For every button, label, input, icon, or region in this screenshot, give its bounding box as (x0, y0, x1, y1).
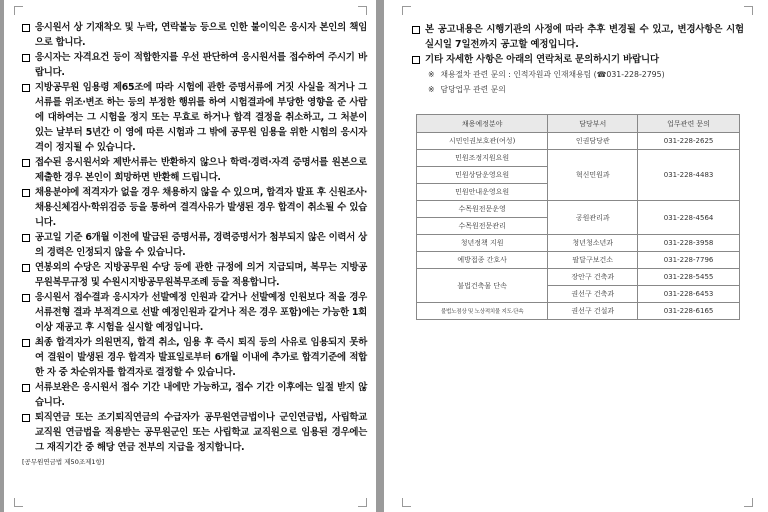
checkbox-bullet-icon (412, 56, 420, 64)
notice-item: 접수된 응시원서와 제반서류는 반환하지 않으나 학력‧경력‧자격 증명서를 원본으로 제출한 경우 본인이 희망하면 반환해 드립니다. (22, 155, 367, 185)
checkbox-bullet-icon (22, 84, 30, 92)
notice-item: 서류보완은 응시원서 접수 기간 내에만 가능하고, 접수 기간 이후에는 일절 받지 않습니다. (22, 380, 367, 410)
phone-cell: 031-228-3958 (638, 235, 740, 252)
table-row (417, 150, 740, 167)
phone-cell: 031-228-6165 (638, 303, 740, 320)
phone-cell: 031-228-2625 (638, 133, 740, 150)
notice-item: 기타 자세한 사항은 아래의 연락처로 문의하시기 바랍니다 (412, 52, 744, 67)
duty-inquiry-note: ※ 담당업무 관련 문의 (428, 85, 506, 94)
table-row (417, 269, 740, 286)
crop-mark (402, 6, 411, 15)
checkbox-bullet-icon (22, 294, 30, 302)
checkbox-bullet-icon (22, 159, 30, 167)
checkbox-bullet-icon (22, 24, 30, 32)
notice-item: 응시자는 자격요건 등이 적합한지를 우선 판단하여 응시원서를 접수하여 주시기 바랍니다. (22, 50, 367, 80)
checkbox-bullet-icon (22, 339, 30, 347)
notice-item: 응시원서 상 기재착오 및 누락, 연락불능 등으로 인한 불이익은 응시자 본인의 책임으로 합니다. (22, 20, 367, 50)
phone-cell: 031-228-6453 (638, 286, 740, 303)
document-page-right (384, 0, 768, 512)
header-phone: 업무관련 문의 (638, 115, 740, 133)
department-cell: 팔달구보건소 (548, 252, 638, 269)
crop-mark (744, 498, 753, 507)
table-row (417, 133, 740, 150)
table-row (417, 235, 740, 252)
checkbox-bullet-icon (22, 189, 30, 197)
checkbox-bullet-icon (412, 26, 420, 34)
field-cell: 청년정책 지원 (417, 235, 548, 252)
contact-table (416, 114, 740, 320)
notice-item: 지방공무원 임용령 제65조에 따라 시험에 관한 증명서류에 거짓 사실을 적거나 그 서류를 위조‧변조 하는 등의 부정한 행위를 하여 시험결과에 부당한 영향을 준 사람에 대하여는 그 시험을 정지 또는 무효로 하거나 합격 결정을 취소하고, 그 처분이 있는 날부터 5년간 이 영에 따른 시험과 그 밖에 공무원 임용을 위한 시험의 응시자격이 정지될 수 있습니다. (22, 80, 367, 155)
field-cell: 민원조정지원요원 (417, 150, 548, 167)
department-cell: 청년청소년과 (548, 235, 638, 252)
crop-mark (402, 498, 411, 507)
phone-cell: 031-228-4564 (638, 201, 740, 235)
department-cell: 장안구 건축과 (548, 269, 638, 286)
field-cell: 민원상담운영요원 (417, 167, 548, 184)
crop-mark (358, 498, 367, 507)
field-cell: 불법건축물 단속 (417, 269, 548, 303)
department-cell: 권선구 건설과 (548, 303, 638, 320)
crop-mark (14, 498, 23, 507)
legal-reference-footnote: [공무원연금법 제50조제1항] (22, 458, 105, 466)
table-header-row (417, 115, 740, 133)
notice-item: 퇴직연금 또는 조기퇴직연금의 수급자가 공무원연금법이나 군인연금법, 사립학교 교직원 연금법을 적용받는 공무원군인 또는 사립학교 교직원으로 임용된 경우에는 그 재직기간 중 해당 연금 전부의 지급을 정지합니다. (22, 410, 367, 455)
notice-item: 공고일 기준 6개월 이전에 발급된 증명서류, 경력증명서가 첨부되지 않은 이력서 상의 경력은 인정되지 않을 수 있습니다. (22, 230, 367, 260)
checkbox-bullet-icon (22, 54, 30, 62)
crop-mark (14, 6, 23, 15)
phone-cell: 031-228-7796 (638, 252, 740, 269)
field-cell: 예방접종 간호사 (417, 252, 548, 269)
phone-cell: 031-228-4483 (638, 150, 740, 201)
department-cell: 공원관리과 (548, 201, 638, 235)
notice-item: 응시원서 접수결과 응시자가 선발예정 인원과 같거나 선발예정 인원보다 적을 경우서류전형 결과 부적격으로 선발 예정인원과 같거나 적은 경우 포함)에는 가능한 1회 이상 재공고 후 시험을 실시할 예정입니다. (22, 290, 367, 335)
phone-cell: 031-228-5455 (638, 269, 740, 286)
field-cell: 수목원전문운영 (417, 201, 548, 218)
notice-list (22, 20, 367, 466)
header-field: 채용예정분야 (417, 115, 548, 133)
notice-item: 채용분야에 적격자가 없을 경우 채용하지 않을 수 있으며, 합격자 발표 후 신원조사‧채용신체검사‧학위검증 등을 통하여 결격사유가 발생된 경우 합격이 취소될 수 있습니다. (22, 185, 367, 230)
contact-notice-list (412, 22, 744, 97)
crop-mark (744, 6, 753, 15)
notice-item: 연봉외의 수당은 지방공무원 수당 등에 관한 규정에 의거 지급되며, 복무는 지방공무원복무규정 및 수원시지방공무원복무조례 등을 적용합니다. (22, 260, 367, 290)
field-cell: 시민인권보호관(여성) (417, 133, 548, 150)
table-row (417, 303, 740, 320)
crop-mark (358, 6, 367, 15)
checkbox-bullet-icon (22, 264, 30, 272)
department-cell: 혁신민원과 (548, 150, 638, 201)
notice-item: 최종 합격자가 의원면직, 합격 취소, 임용 후 즉시 퇴직 등의 사유로 임용되지 못하여 결원이 발생된 경우 합격자 발표일로부터 6개월 이내에 추가로 합격기준에 적합한 자 중 차순위자를 합격자로 결정할 수 있습니다. (22, 335, 367, 380)
department-cell: 권선구 건축과 (548, 286, 638, 303)
field-cell: 민원안내운영요원 (417, 184, 548, 201)
header-department: 담당부서 (548, 115, 638, 133)
table-row (417, 201, 740, 218)
field-cell: 불법노점상 및 노상적치물 지도‧단속 (417, 303, 548, 320)
notice-item: 본 공고내용은 시행기관의 사정에 따라 추후 변경될 수 있고, 변경사항은 시험 실시일 7일전까지 공고할 예정입니다. (412, 22, 744, 52)
recruitment-inquiry-note: ※ 채용절차 관련 문의 : 인적자원과 인재채용팀 (☎031-228-2795) (428, 70, 665, 79)
checkbox-bullet-icon (22, 384, 30, 392)
field-cell: 수목원전문관리 (417, 218, 548, 235)
document-page-left (4, 0, 376, 512)
checkbox-bullet-icon (22, 414, 30, 422)
department-cell: 인권담당관 (548, 133, 638, 150)
table-row (417, 252, 740, 269)
checkbox-bullet-icon (22, 234, 30, 242)
